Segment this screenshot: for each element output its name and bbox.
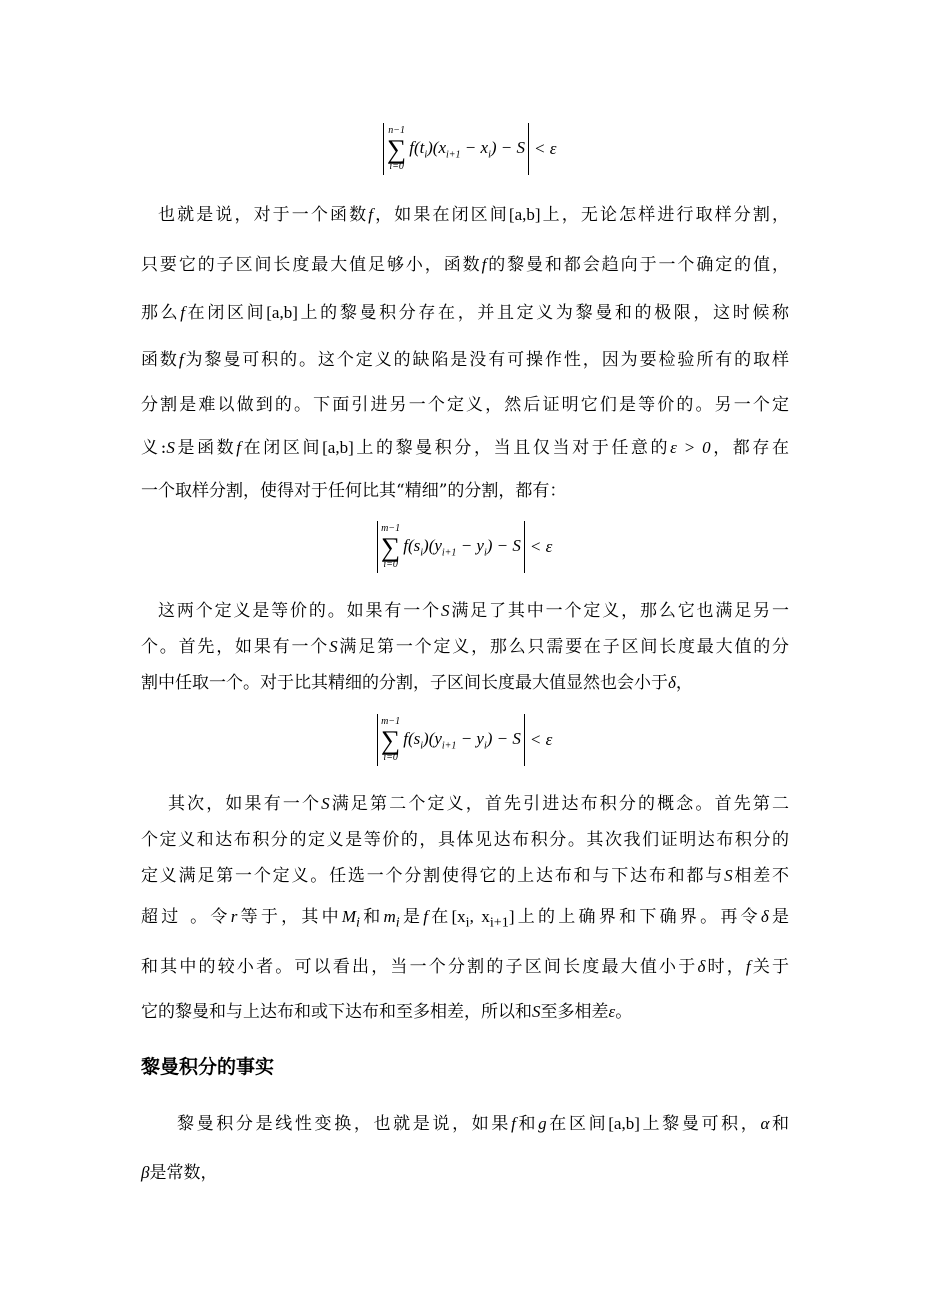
text-line: 这两个定义是等价的。如果有一个S满足了其中一个定义，那么它也满足另一 — [158, 601, 790, 621]
summation — [381, 524, 400, 570]
text-line: β是常数， — [141, 1163, 218, 1183]
text-line: 分割是难以做到的。下面引进另一个定义，然后证明它们是等价的。另一个定 — [141, 395, 789, 415]
formula-expression: $f(s_i)(y_{i+1} - y_i) - S$ — [403, 535, 521, 559]
riemann-sum-formula-2 — [377, 520, 552, 574]
riemann-sum-formula-3 — [377, 713, 552, 767]
formula-rhs: < ε — [529, 730, 553, 749]
absolute-value-bars — [377, 521, 525, 573]
text-line: 黎曼积分是线性变换，也就是说，如果f和g在区间[a,b]上黎曼可积，α和 — [177, 1114, 790, 1134]
sum-lower-limit: i=0 — [383, 752, 398, 763]
summation — [381, 717, 400, 763]
text-line: 定义满足第一个定义。任选一个分割使得它的上达布和与下达布和都与S相差不 — [141, 866, 790, 886]
riemann-sum-formula-1 — [383, 122, 556, 176]
absolute-value-bars — [377, 714, 525, 766]
sum-upper-limit: m−1 — [381, 523, 401, 534]
formula-expression: $f(s_i)(y_{i+1} - y_i) - S$ — [403, 728, 521, 752]
sum-lower-limit: i=0 — [383, 559, 398, 570]
text-line: 一个取样分割，使得对于任何比其“精细”的分割，都有： — [141, 481, 567, 501]
text-line: 超过 。令r等于，其中$M_i$和$m_i$是f在[$x_i$, $x_{i+1}$]上的上确界和下确界。再令δ是 — [141, 907, 790, 931]
text-line: 个定义和达布积分的定义是等价的，具体见达布积分。其次我们证明达布积分的 — [141, 830, 789, 850]
formula-expression: $f(t_i)(x_{i+1} - x_i) - S$ — [409, 137, 525, 161]
sigma-symbol: ∑ — [381, 725, 401, 755]
absolute-value-bars — [383, 123, 529, 175]
text-line: 那么f在闭区间[a,b]上的黎曼积分存在，并且定义为黎曼和的极限，这时候称 — [141, 303, 790, 323]
sigma-symbol: ∑ — [381, 532, 401, 562]
text-line: 个。首先，如果有一个S满足第一个定义，那么只需要在子区间长度最大值的分 — [141, 637, 790, 657]
formula-rhs: < ε — [534, 139, 557, 158]
text-line: 和其中的较小者。可以看出，当一个分割的子区间长度最大值小于δ时，f关于 — [141, 957, 790, 977]
text-line: 它的黎曼和与上达布和或下达布和至多相差，所以和S至多相差ε。 — [141, 1002, 633, 1022]
text-line: 只要它的子区间长度最大值足够小，函数f的黎曼和都会趋向于一个确定的值， — [141, 255, 790, 275]
section-heading: 黎曼积分的事实 — [141, 1056, 275, 1078]
text-line: 义:S是函数f在闭区间[a,b]上的黎曼积分，当且仅当对于任意的ε > 0，都存在 — [141, 438, 790, 458]
sigma-symbol: ∑ — [387, 134, 407, 164]
text-line: 也就是说，对于一个函数f，如果在闭区间[a,b]上，无论怎样进行取样分割， — [158, 205, 790, 225]
formula-rhs: < ε — [529, 537, 553, 556]
summation — [387, 126, 406, 172]
text-line: 函数f为黎曼可积的。这个定义的缺陷是没有可操作性，因为要检验所有的取样 — [141, 350, 790, 370]
text-line: 其次，如果有一个S满足第二个定义，首先引进达布积分的概念。首先第二 — [168, 794, 789, 814]
sum-upper-limit: n−1 — [388, 125, 405, 136]
text-line: 割中任取一个。对于比其精细的分割，子区间长度最大值显然也会小于δ， — [141, 673, 693, 693]
sum-upper-limit: m−1 — [381, 716, 401, 727]
sum-lower-limit: i=0 — [389, 161, 404, 172]
